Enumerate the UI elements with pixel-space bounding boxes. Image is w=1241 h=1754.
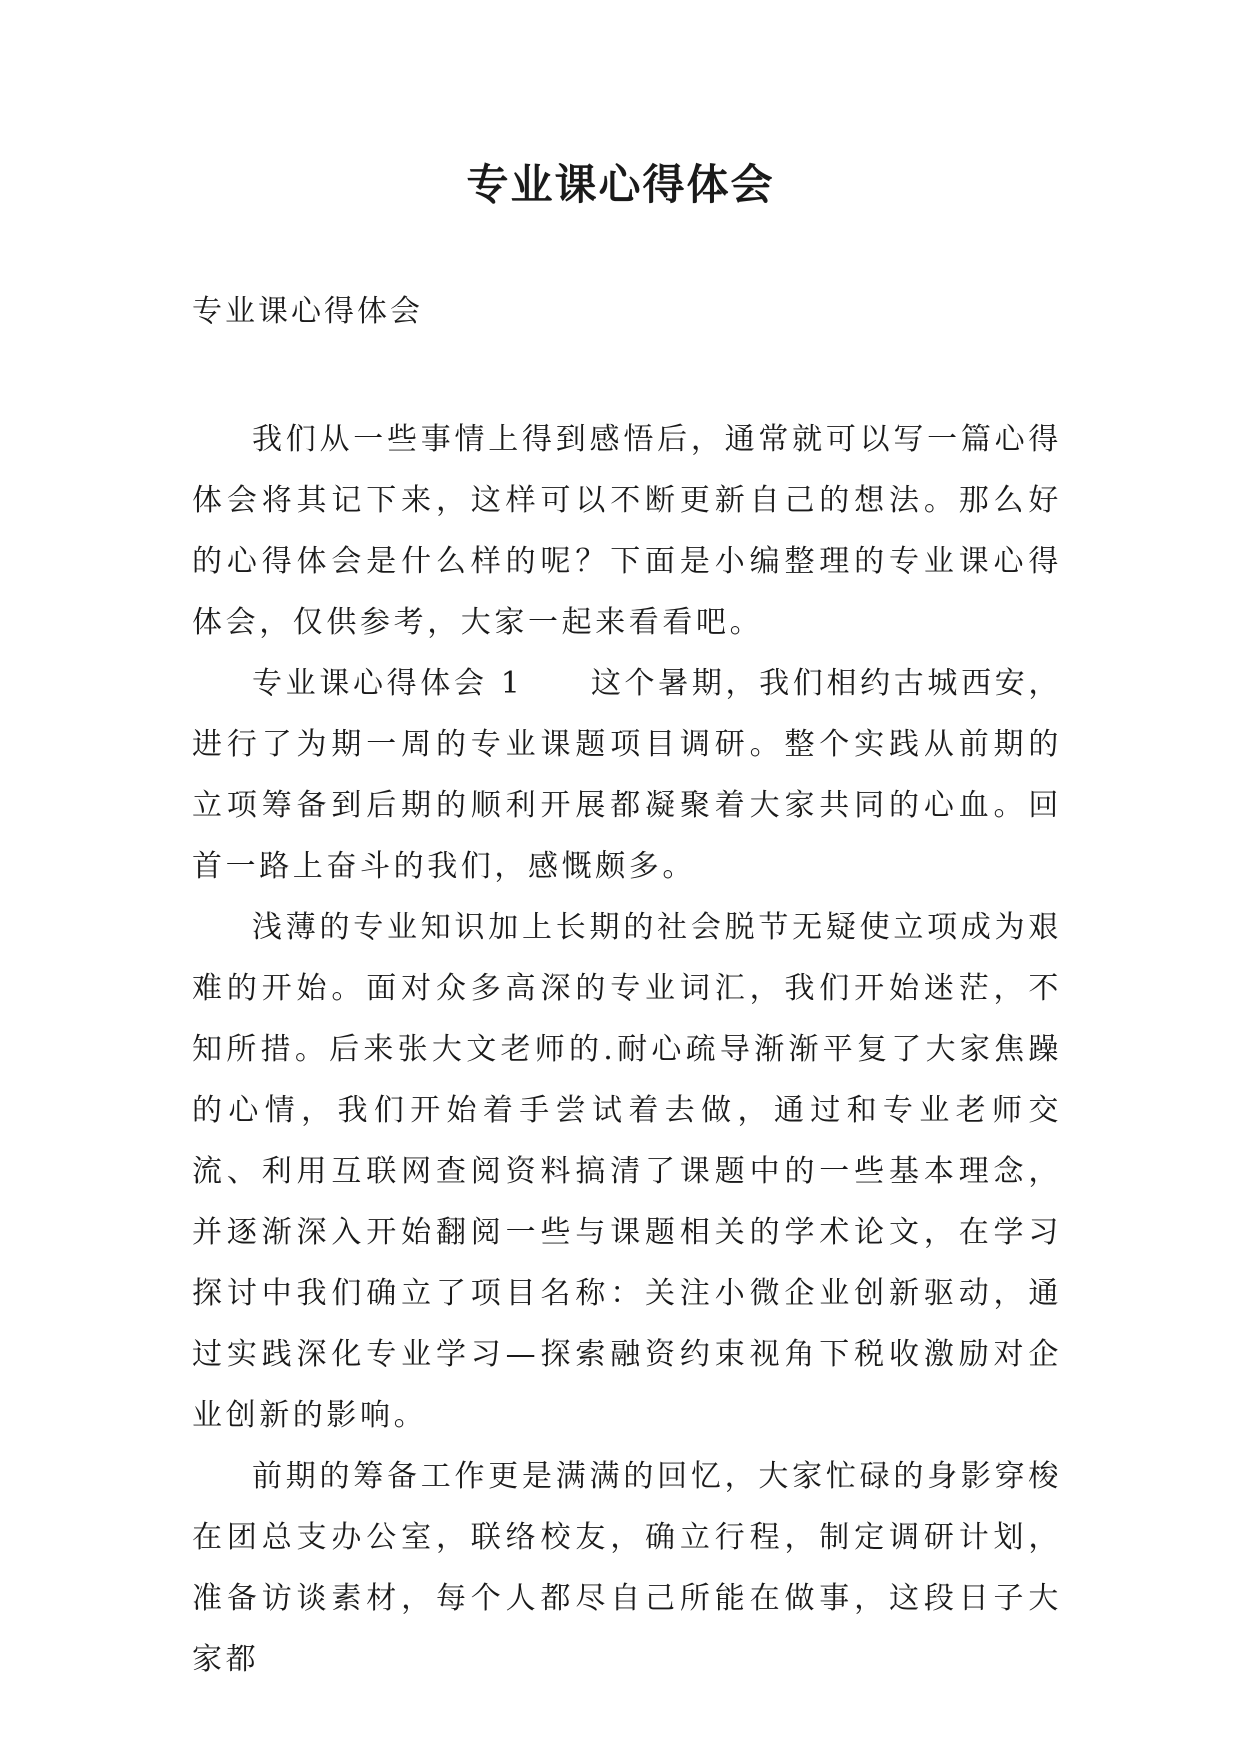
- paragraph-research: 浅薄的专业知识加上长期的社会脱节无疑使立项成为艰难的开始。面对众多高深的专业词汇，我们开始迷茫，不知所措。后来张大文老师的.耐心疏导渐渐平复了大家焦躁的心情，我们开始着手尝试着去做，通过和专业老师交流、利用互联网查阅资料搞清了课题中的一些基本理念，并逐渐深入开始翻阅一些与课题相关的学术论文，在学习探讨中我们确立了项目名称：关注小微企业创新驱动，通过实践深化专业学习—探索融资约束视角下税收激励对企业创新的影响。: [192, 910, 1062, 1433]
- document-subtitle: 专业课心得体会: [192, 294, 423, 329]
- paragraph-section-1: 专业课心得体会 1 这个暑期，我们相约古城西安，进行了为期一周的专业课题项目调研。整个实践从前期的立项筹备到后期的顺利开展都凝聚着大家共同的心血。回首一路上奋斗的我们，感慨颇多。: [192, 666, 1062, 884]
- paragraph-preparation: 前期的筹备工作更是满满的回忆，大家忙碌的身影穿梭在团总支办公室，联络校友，确立行程，制定调研计划，准备访谈素材，每个人都尽自己所能在做事，这段日子大家都: [192, 1459, 1062, 1677]
- document-body: [192, 409, 1062, 1690]
- paragraph-intro: 我们从一些事情上得到感悟后，通常就可以写一篇心得体会将其记下来，这样可以不断更新自己的想法。那么好的心得体会是什么样的呢？下面是小编整理的专业课心得体会，仅供参考，大家一起来看看吧。: [192, 422, 1062, 640]
- document-title: 专业课心得体会: [466, 160, 775, 209]
